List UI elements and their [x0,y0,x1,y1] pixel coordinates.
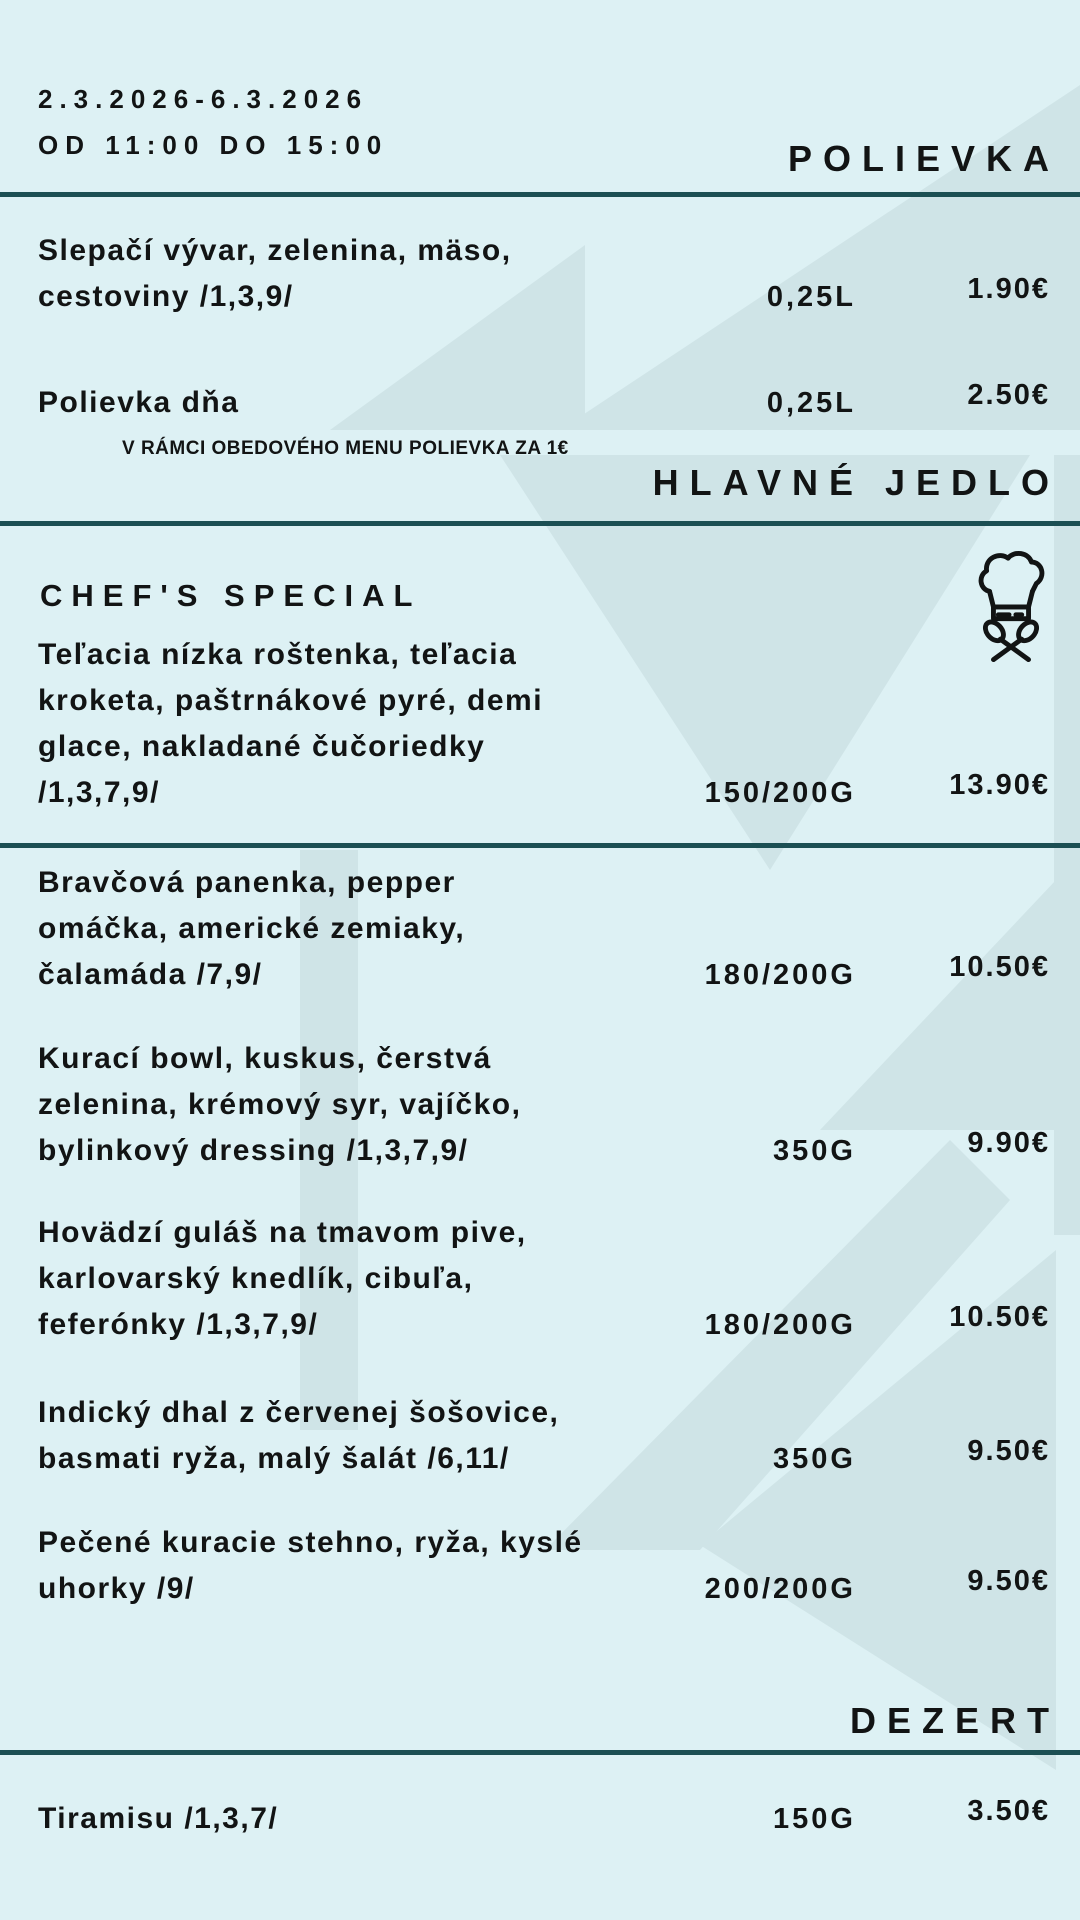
menu-hours: OD 11:00 DO 15:00 [38,130,389,160]
menu-item-row [38,860,1050,998]
item-name [38,632,663,816]
item-name-line: Hovädzí guláš na tmavom pive, [38,1216,527,1249]
item-name-line: Tiramisu /1,3,7/ [38,1802,279,1835]
item-name-line: čalamáda /7,9/ [38,958,263,991]
menu-item-row [38,228,1050,320]
item-price: 13.90€ [949,769,1050,801]
item-price: 2.50€ [967,379,1050,411]
item-portion: 0,25L [766,281,856,313]
item-price: 3.50€ [967,1795,1050,1827]
item-name-line: Bravčová panenka, pepper [38,866,456,899]
menu-item-row-chefs-special [38,632,1050,816]
item-portion: 180/200G [704,959,856,991]
item-portion: 180/200G [704,1309,856,1341]
item-price: 9.50€ [967,1435,1050,1467]
item-name-line: feferónky /1,3,7,9/ [38,1308,319,1341]
item-portion: 350G [773,1135,856,1167]
item-name-line: kroketa, paštrnákové pyré, demi [38,684,544,717]
item-price: 10.50€ [949,1301,1050,1333]
item-name-line: glace, nakladané čučoriedky [38,730,486,763]
item-portion: 200/200G [704,1573,856,1605]
item-name [38,1796,663,1842]
item-name-line: Indický dhal z červenej šošovice, [38,1396,560,1429]
item-name-line: /1,3,7,9/ [38,776,160,809]
item-portion: 350G [773,1443,856,1475]
item-name-line: cestoviny /1,3,9/ [38,280,294,313]
item-name [38,380,663,426]
section-title-soup: POLIEVKA [787,138,1060,179]
item-price: 9.50€ [967,1565,1050,1597]
menu-date-range: 2.3.2026-6.3.2026 [38,84,369,114]
item-portion: 150G [773,1803,856,1835]
item-name [38,1036,663,1174]
item-name-line: omáčka, americké zemiaky, [38,912,466,945]
item-name [38,228,663,320]
item-name-line: bylinkový dressing /1,3,7,9/ [38,1134,469,1167]
menu-item-row [38,372,1050,426]
item-name-line: karlovarský knedlík, cibuľa, [38,1262,474,1295]
item-name-line: Teľacia nízka roštenka, teľacia [38,638,518,671]
item-name-line: Pečené kuracie stehno, ryža, kyslé [38,1526,583,1559]
chefs-special-label: CHEF'S SPECIAL [40,578,422,613]
item-name-line: uhorky /9/ [38,1572,195,1605]
item-price: 9.90€ [967,1127,1050,1159]
item-name [38,860,663,998]
item-name [38,1390,663,1482]
item-price: 10.50€ [949,951,1050,983]
menu-item-row [38,1520,1050,1612]
divider-dessert [0,1750,1080,1755]
item-portion: 150/200G [704,777,856,809]
divider-main [0,521,1080,526]
item-name-line: basmati ryža, malý šalát /6,11/ [38,1442,510,1475]
item-name-line: Kurací bowl, kuskus, čerstvá [38,1042,492,1075]
section-title-main: HLAVNÉ JEDLO [652,462,1060,503]
divider-soup [0,192,1080,197]
menu-item-row [38,1210,1050,1348]
item-name [38,1210,663,1348]
section-title-dessert: DEZERT [850,1700,1060,1741]
item-name [38,1520,663,1612]
menu-item-row [38,1788,1050,1842]
divider-chefs-special [0,843,1080,848]
menu-item-row [38,1390,1050,1482]
soup-note: V RÁMCI OBEDOVÉHO MENU POLIEVKA ZA 1€ [122,438,569,459]
item-name-line: zelenina, krémový syr, vajíčko, [38,1088,522,1121]
item-portion: 0,25L [766,387,856,419]
item-name-line: Polievka dňa [38,386,240,419]
item-name-line: Slepačí vývar, zelenina, mäso, [38,234,512,267]
item-price: 1.90€ [967,273,1050,305]
menu-item-row [38,1036,1050,1174]
